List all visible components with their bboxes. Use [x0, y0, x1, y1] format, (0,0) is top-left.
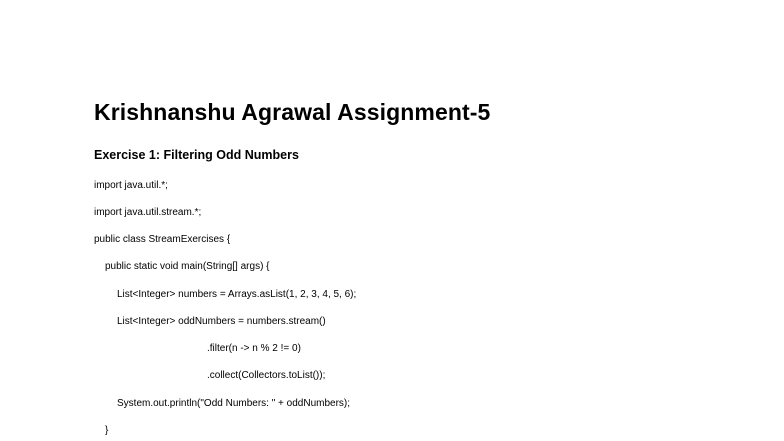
code-line-class-declaration: public class StreamExercises {: [94, 234, 231, 245]
code-line-collect: .collect(Collectors.toList());: [207, 370, 326, 381]
code-line-filter: .filter(n -> n % 2 != 0): [207, 343, 301, 354]
code-line-odd-numbers-stream: List<Integer> oddNumbers = numbers.stream(): [117, 316, 326, 327]
document-title: Krishnanshu Agrawal Assignment-5: [94, 99, 491, 125]
code-line-println: System.out.println("Odd Numbers: " + oddNumbers);: [117, 398, 351, 409]
code-line-numbers-list: List<Integer> numbers = Arrays.asList(1, 2, 3, 4, 5, 6);: [117, 289, 357, 300]
code-line-main-method: public static void main(String[] args) {: [105, 261, 270, 272]
code-line-import-stream: import java.util.stream.*;: [94, 207, 202, 218]
exercise-heading: Exercise 1: Filtering Odd Numbers: [94, 148, 299, 162]
code-line-closing-brace: }: [105, 425, 109, 436]
code-line-import-util: import java.util.*;: [94, 180, 168, 191]
